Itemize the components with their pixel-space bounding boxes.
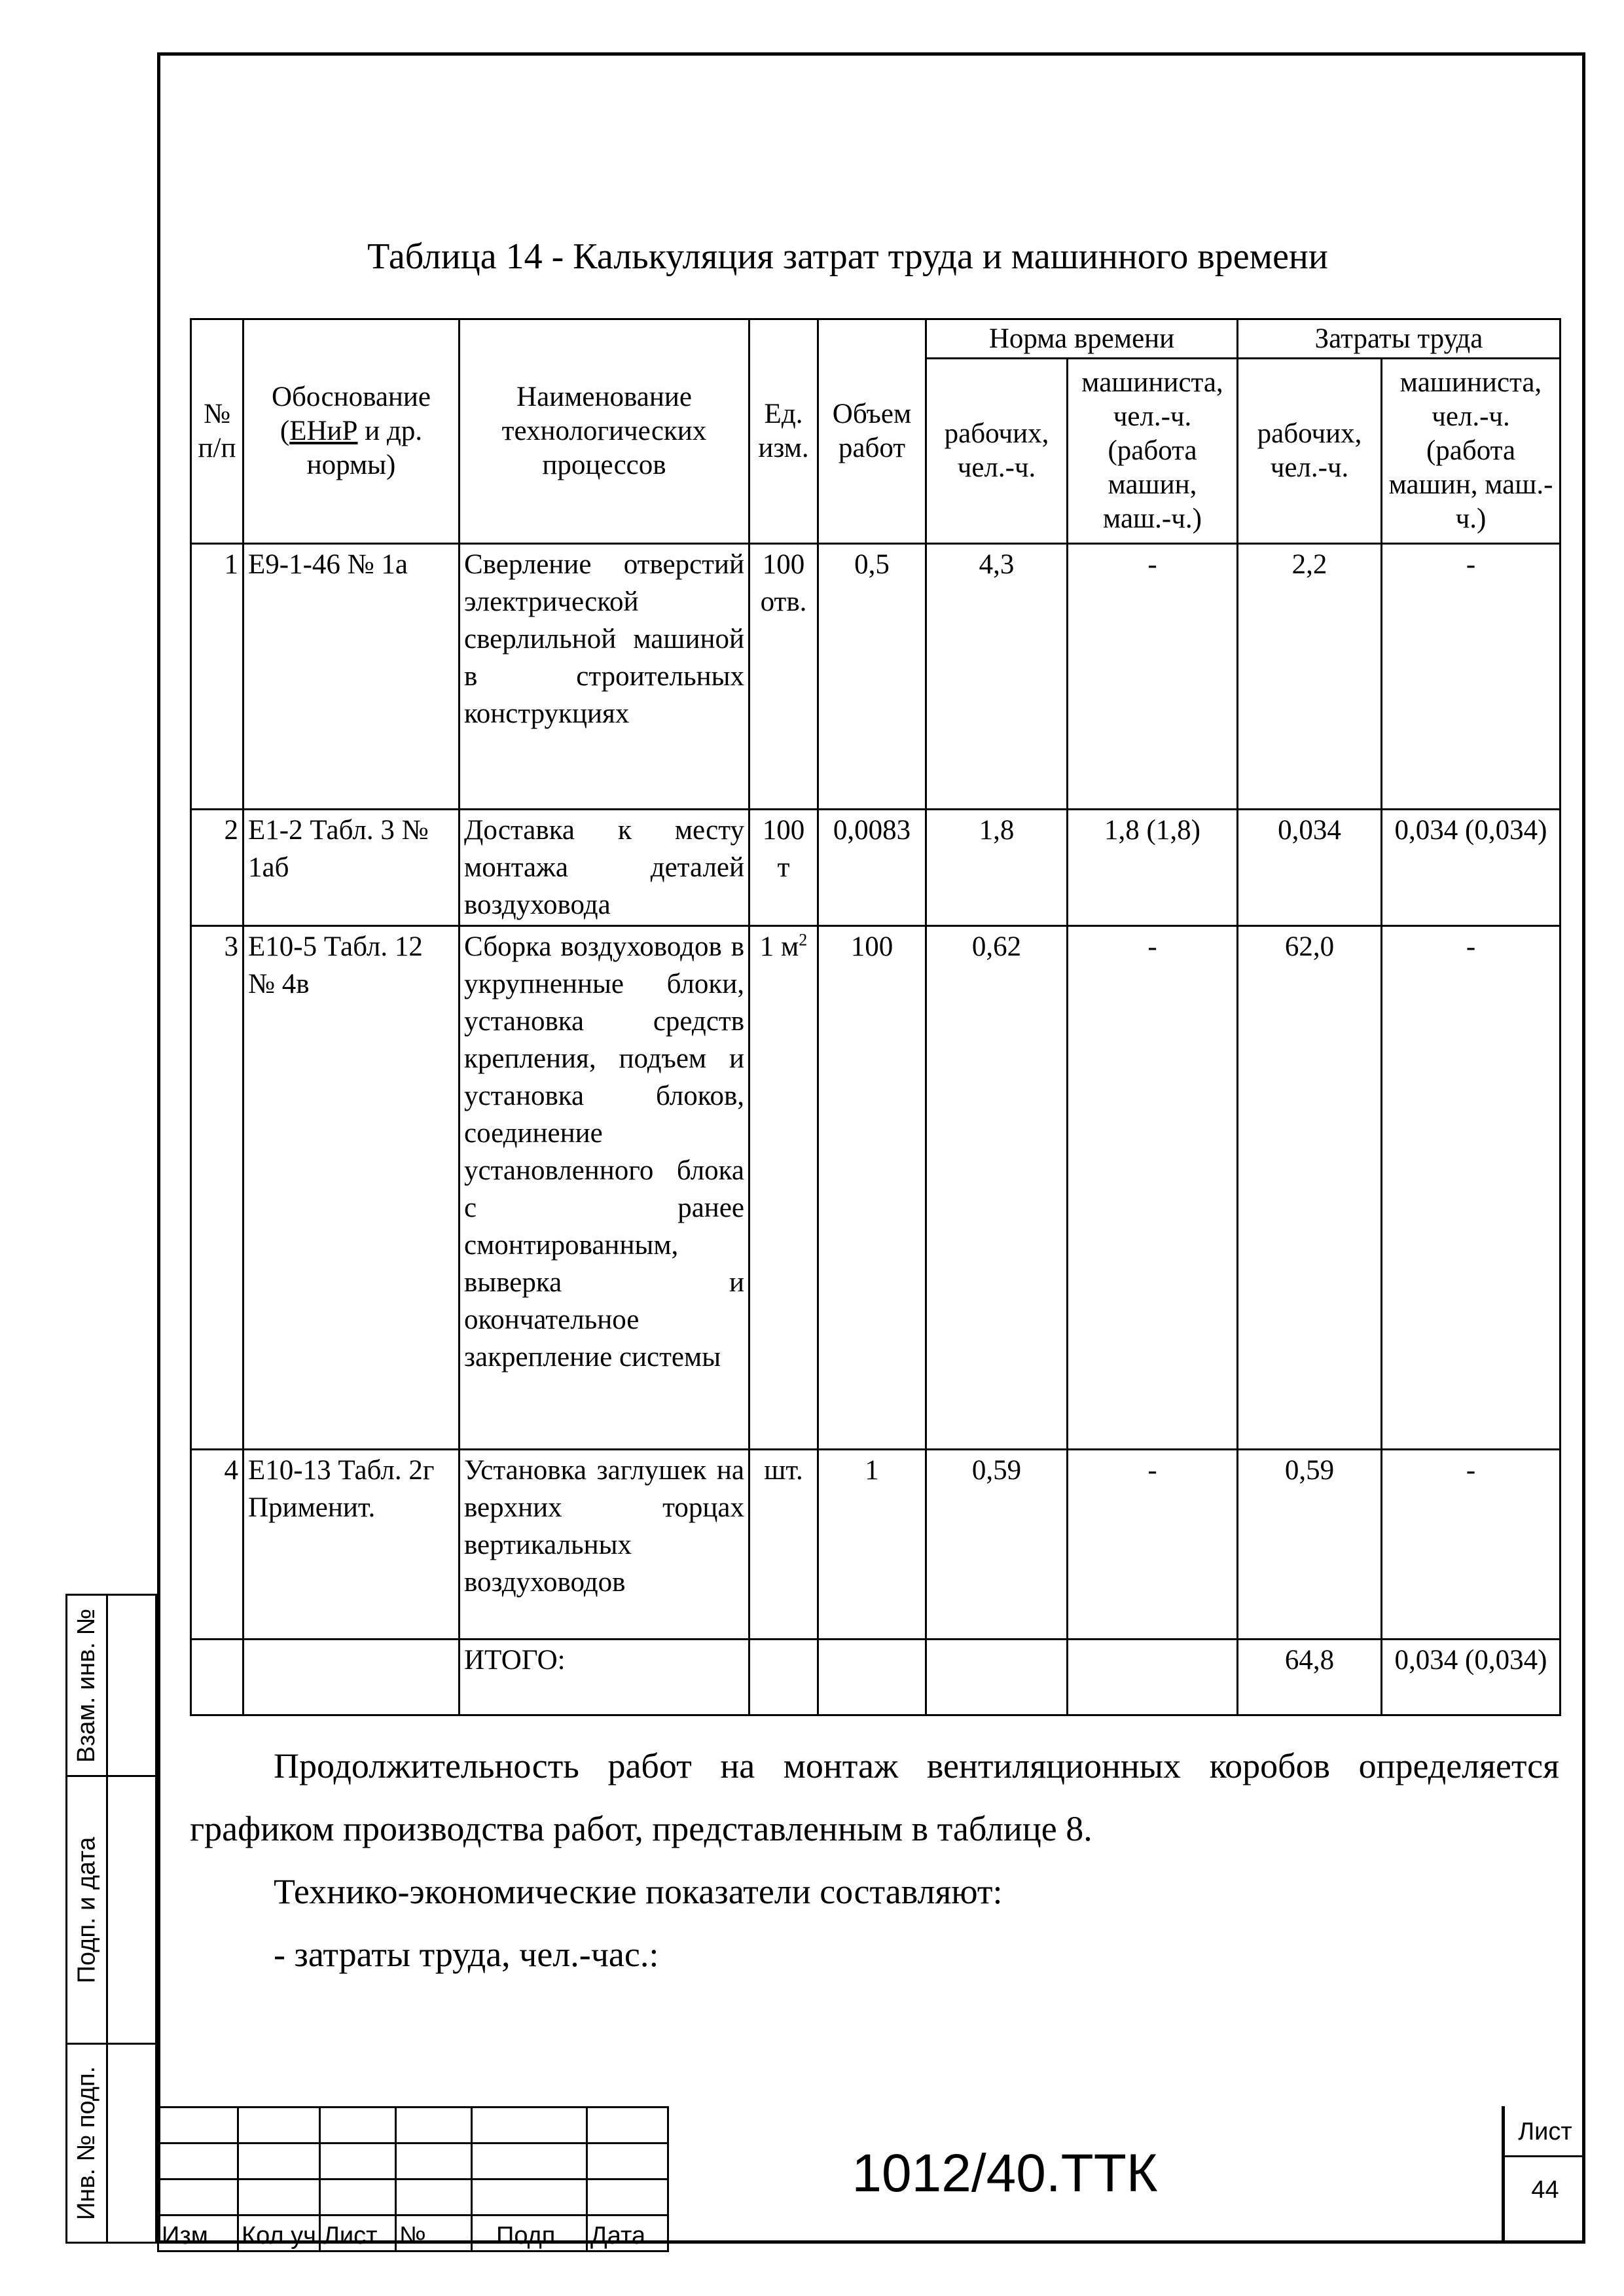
col-change: Изм [158,2215,238,2251]
row-basis: Е10-5 Табл. 12 № 4в [244,926,460,1450]
row-norm-workers: 1,8 [926,810,1068,926]
row-volume: 100 [818,926,926,1450]
row-labor-workers: 0,034 [1238,810,1382,926]
row-volume: 0,5 [818,544,926,810]
side-label-replace: Взам. инв. № [67,1596,108,1775]
header-basis: Обоснование (ЕНиР и др. нормы) [244,319,460,544]
row-num: 3 [191,926,244,1450]
row-basis: Е10-13 Табл. 2г Применит. [244,1450,460,1640]
header-process-name: Наименование технологических процессов [460,319,749,544]
row-volume: 1 [818,1450,926,1640]
side-label-signature: Подп. и дата [67,1777,108,2043]
row-labor-workers: 62,0 [1238,926,1382,1450]
row-labor-machinist: - [1382,1450,1561,1640]
row-labor-machinist: - [1382,544,1561,810]
side-cell-inventory [65,2043,157,2244]
col-date: Дата [586,2215,668,2251]
header-volume: Объем работ [818,319,926,544]
row-norm-machinist: - [1068,544,1238,810]
row-volume: 0,0083 [818,810,926,926]
table-row [191,810,1561,926]
total-labor-machinist: 0,034 (0,034) [1382,1640,1561,1715]
row-basis: Е1-2 Табл. 3 № 1аб [244,810,460,926]
row-num: 1 [191,544,244,810]
total-norm-workers [926,1640,1068,1715]
header-norm-group: Норма времени [926,319,1238,359]
paragraph-indicators: Технико-экономические показатели составляют: [274,1872,1003,1911]
row-name: Сборка воздуховодов в укрупненные блоки, установка средств крепления, подъем и установка блоков, соединение установленного блока с ранее смонтированным, выверка и окончательное закрепление системы [460,926,749,1450]
row-name: Доставка к месту монтажа деталей воздуховода [460,810,749,926]
header-labor-workers: рабочих, чел.-ч. [1238,359,1382,544]
row-unit: шт. [749,1450,818,1640]
row-norm-workers: 0,59 [926,1450,1068,1640]
header-norm-machinist: машиниста, чел.-ч. (работа машин, маш.-ч.) [1068,359,1238,544]
table-row [191,544,1561,810]
sheet-number-box [1502,2106,1585,2240]
total-labor-workers: 64,8 [1238,1640,1382,1715]
total-num [191,1640,244,1715]
col-signature: Подп. [471,2215,586,2251]
total-unit [749,1640,818,1715]
row-norm-machinist: 1,8 (1,8) [1068,810,1238,926]
row-basis: Е9-1-46 № 1а [244,544,460,810]
side-cell-signature [65,1775,157,2045]
col-quantity: Кол.уч [238,2215,320,2251]
row-num: 2 [191,810,244,926]
row-name: Сверление отверстий электрической сверлильной машиной в строительных конструкциях [460,544,749,810]
table-total-row [191,1640,1561,1715]
row-unit: 100 т [749,810,818,926]
labor-calculation-table [190,318,1561,1716]
header-num: № п/п [191,319,244,544]
side-stamp [65,1594,157,2244]
side-cell-replace [65,1594,157,1777]
row-labor-workers: 0,59 [1238,1450,1382,1640]
body-text [190,1734,1559,1986]
document-code: 1012/40.ТТК [852,2143,1158,2203]
row-labor-machinist: - [1382,926,1561,1450]
row-unit: 100 отв. [749,544,818,810]
row-labor-machinist: 0,034 (0,034) [1382,810,1561,926]
row-name: Установка заглушек на верхних торцах вертикальных воздуховодов [460,1450,749,1640]
row-norm-workers: 0,62 [926,926,1068,1450]
total-norm-machinist [1068,1640,1238,1715]
table-row [191,1450,1561,1640]
row-num: 4 [191,1450,244,1640]
header-labor-group: Затраты труда [1238,319,1561,359]
col-doc-number: № [395,2215,471,2251]
sheet-number: 44 [1531,2176,1559,2204]
header-unit: Ед. изм. [749,319,818,544]
paragraph-duration: Продолжительность работ на монтаж вентиляционных коробов определяется графиком производства работ, представленным в таблице 8. [190,1746,1559,1848]
row-norm-machinist: - [1068,926,1238,1450]
paragraph-labor-costs: - затраты труда, чел.-час.: [274,1935,659,1974]
row-norm-machinist: - [1068,1450,1238,1640]
col-sheet: Лист [319,2215,395,2251]
row-norm-workers: 4,3 [926,544,1068,810]
header-norm-workers: рабочих, чел.-ч. [926,359,1068,544]
total-label: ИТОГО: [460,1640,749,1715]
sheet-label: Лист [1505,2106,1585,2157]
side-label-inventory: Инв. № подп. [67,2045,108,2242]
table-title: Таблица 14 - Калькуляция затрат труда и машинного времени [367,236,1328,277]
table-row [191,926,1561,1450]
header-labor-machinist: машиниста, чел.-ч. (работа машин, маш.-ч.) [1382,359,1561,544]
total-volume [818,1640,926,1715]
total-basis [244,1640,460,1715]
row-unit: 1 $м^2$ [749,926,818,1450]
row-labor-workers: 2,2 [1238,544,1382,810]
